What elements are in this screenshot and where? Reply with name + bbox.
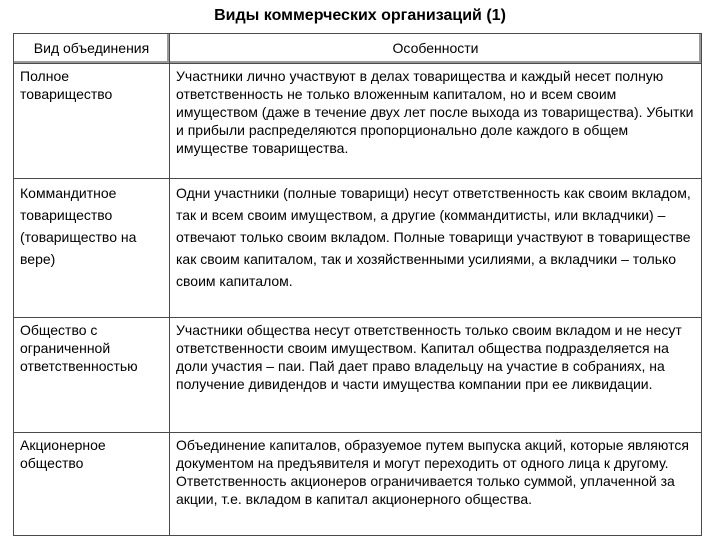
organizations-table xyxy=(13,33,702,536)
row-description-cell: Участники лично участвуют в делах товарищества и каждый несет полную ответственность не только вложенным капиталом, но и всем своим имуществом (даже в течение двух лет после выхода из товарищества). Убытки и прибыли распределяются пропорционально доле каждого в общем имуществе товарищества. xyxy=(170,64,702,179)
table-row xyxy=(14,64,702,179)
table-header-row xyxy=(14,34,702,64)
table-row xyxy=(14,318,702,433)
column-header-type: Вид объединения xyxy=(14,34,170,64)
row-type-cell: Коммандитное товарищество (товарищество на вере) xyxy=(14,179,170,318)
row-type-cell: Полное товарищество xyxy=(14,64,170,179)
column-header-features: Особенности xyxy=(170,34,702,64)
table-row xyxy=(14,433,702,536)
row-description-cell: Объединение капиталов, образуемое путем выпуска акций, которые являются документом на предъявителя и могут переходить от одного лица к другому. Ответственность акционеров ограничивается только суммой, уплаченной за акции, т.е. вкладом в капитал акционерного общества. xyxy=(170,433,702,536)
page-title: Виды коммерческих организаций (1) xyxy=(214,7,506,24)
row-type-cell: Общество с ограниченной ответственностью xyxy=(14,318,170,433)
row-type-cell: Акционерное общество xyxy=(14,433,170,536)
row-description-cell: Участники общества несут ответственность только своим вкладом и не несут ответственности своим имуществом. Капитал общества подразделяется на доли участия – паи. Пай дает право владельцу на участие в собраниях, на получение дивидендов и части имущества компании при ее ликвидации. xyxy=(170,318,702,433)
table-row xyxy=(14,179,702,318)
row-description-cell: Одни участники (полные товарищи) несут ответственность как своим вкладом, так и всем своим имуществом, а другие (коммандитисты, или вкладчики) – отвечают только своим вкладом. Полные товарищи участвуют в товариществе как своим капиталом, так и хозяйственными усилиями, а вкладчики – только своим капиталом. xyxy=(170,179,702,318)
